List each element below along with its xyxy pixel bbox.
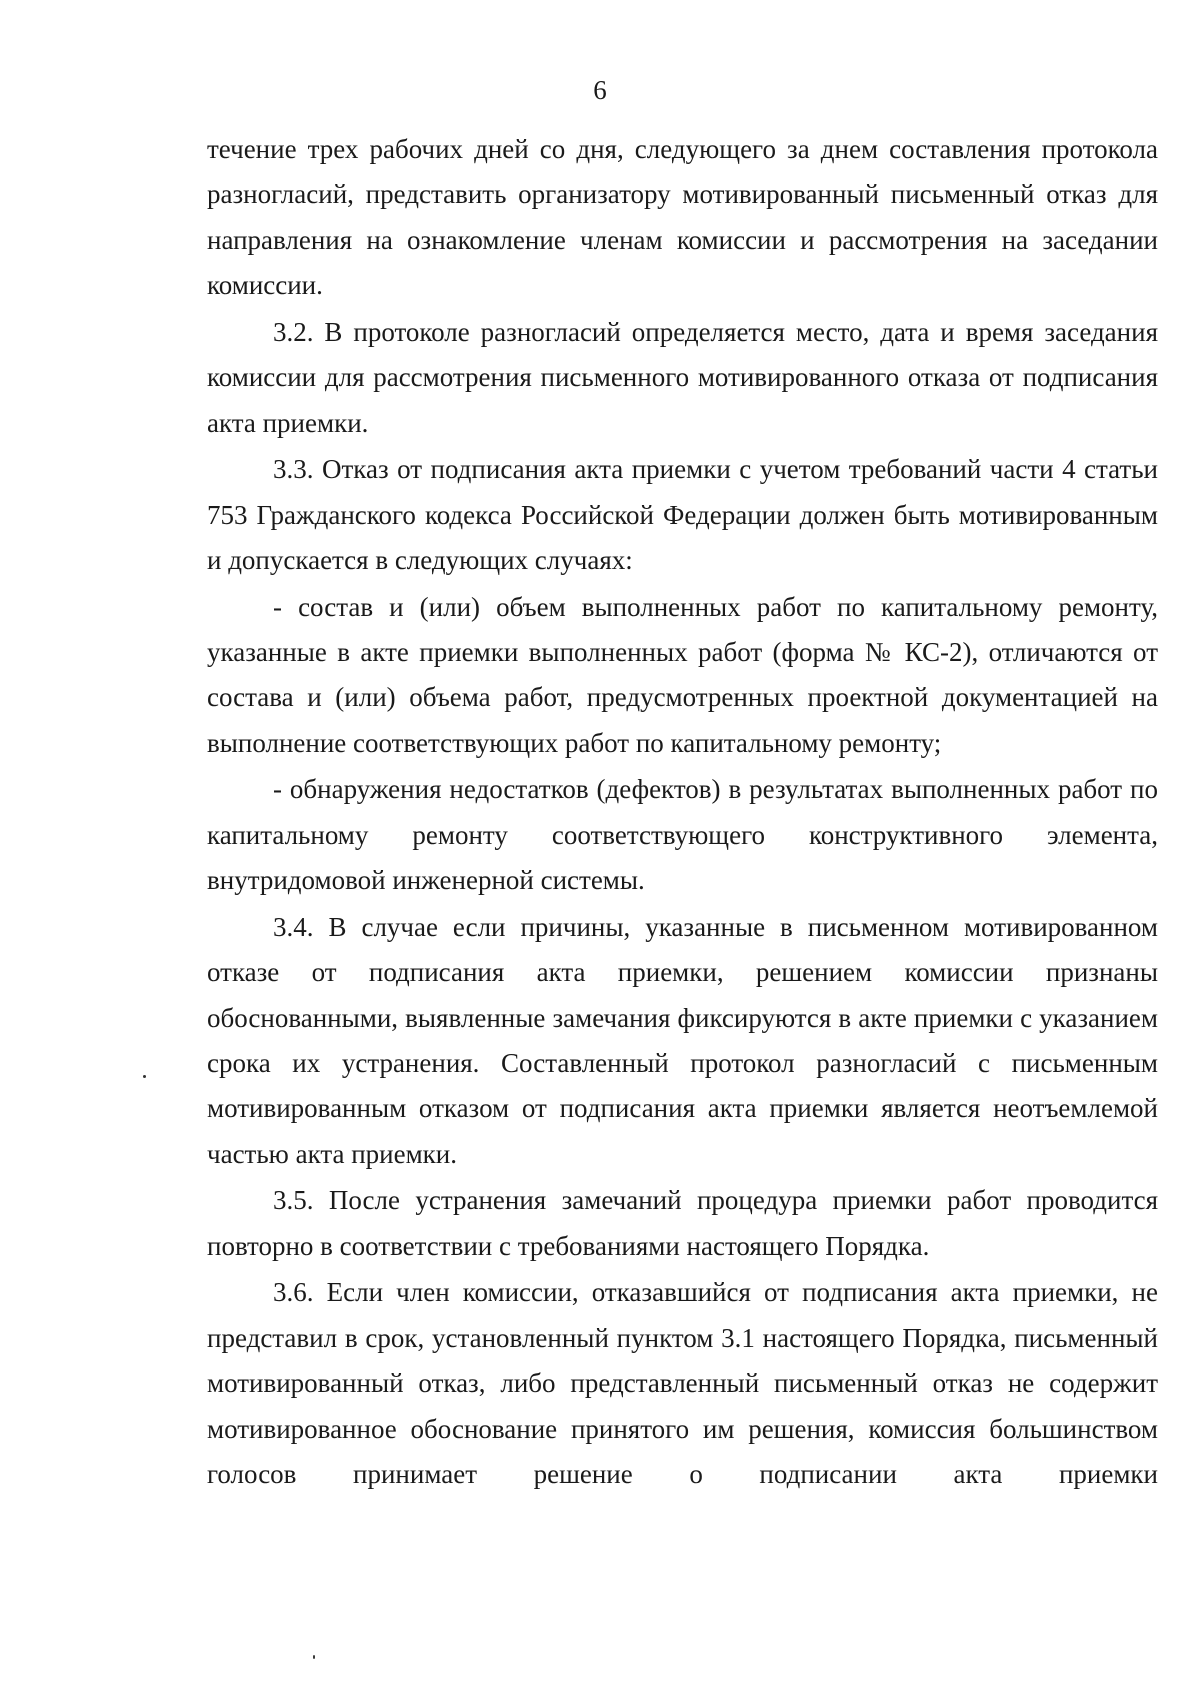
list-item-defects: - обнаружения недостатков (дефектов) в результатах выполненных работ по капитальному ремонту соответствующего конструктивного элемента, внутридомовой инженерной системы.	[207, 774, 1158, 896]
paragraph-3-5: 3.5. После устранения замечаний процедура приемки работ проводится повторно в соответствии с требованиями настоящего Порядка.	[207, 1185, 1158, 1261]
scan-speck	[143, 1075, 146, 1078]
list-item-composition: - состав и (или) объем выполненных работ по капитальному ремонту, указанные в акте приемки выполненных работ (форма № КС-2), отличаются от состава и (или) объема работ, предусмотренных проектной документацией на выполнение соответствующих работ по капитальному ремонту;	[207, 591, 1158, 758]
scan-speck	[313, 1655, 315, 1659]
paragraph-continuation: течение трех рабочих дней со дня, следующего за днем составления протокола разногласий, представить организатору мотивированный письменный отказ для направления на ознакомление членам комиссии и рассмотрения на заседании комиссии.	[207, 134, 1158, 301]
paragraph-3-2: 3.2. В протоколе разногласий определяется место, дата и время заседания комиссии для рассмотрения письменного мотивированного отказа от подписания акта приемки.	[207, 316, 1158, 438]
paragraph-3-4: 3.4. В случае если причины, указанные в письменном мотивированном отказе от подписания акта приемки, решением комиссии признаны обоснованными, выявленные замечания фиксируются в акте приемки с указанием срока их устранения. Составленный протокол разногласий с письменным мотивированным отказом от подписания акта приемки является неотъемлемой частью акта приемки.	[207, 911, 1158, 1169]
paragraph-3-3: 3.3. Отказ от подписания акта приемки с учетом требований части 4 статьи 753 Гражданского кодекса Российской Федерации должен быть мотивированным и допускается в следующих случаях:	[207, 454, 1158, 576]
document-body	[207, 127, 1158, 1499]
paragraph-3-6: 3.6. Если член комиссии, отказавшийся от подписания акта приемки, не представил в срок, установленный пунктом 3.1 настоящего Порядка, письменный мотивированный отказ, либо представленный письменный отказ не содержит мотивированное обоснование принятого им решения, комиссия большинством голосов принимает решение о подписании акта приемки	[207, 1277, 1158, 1490]
page-number: 6	[593, 75, 607, 105]
